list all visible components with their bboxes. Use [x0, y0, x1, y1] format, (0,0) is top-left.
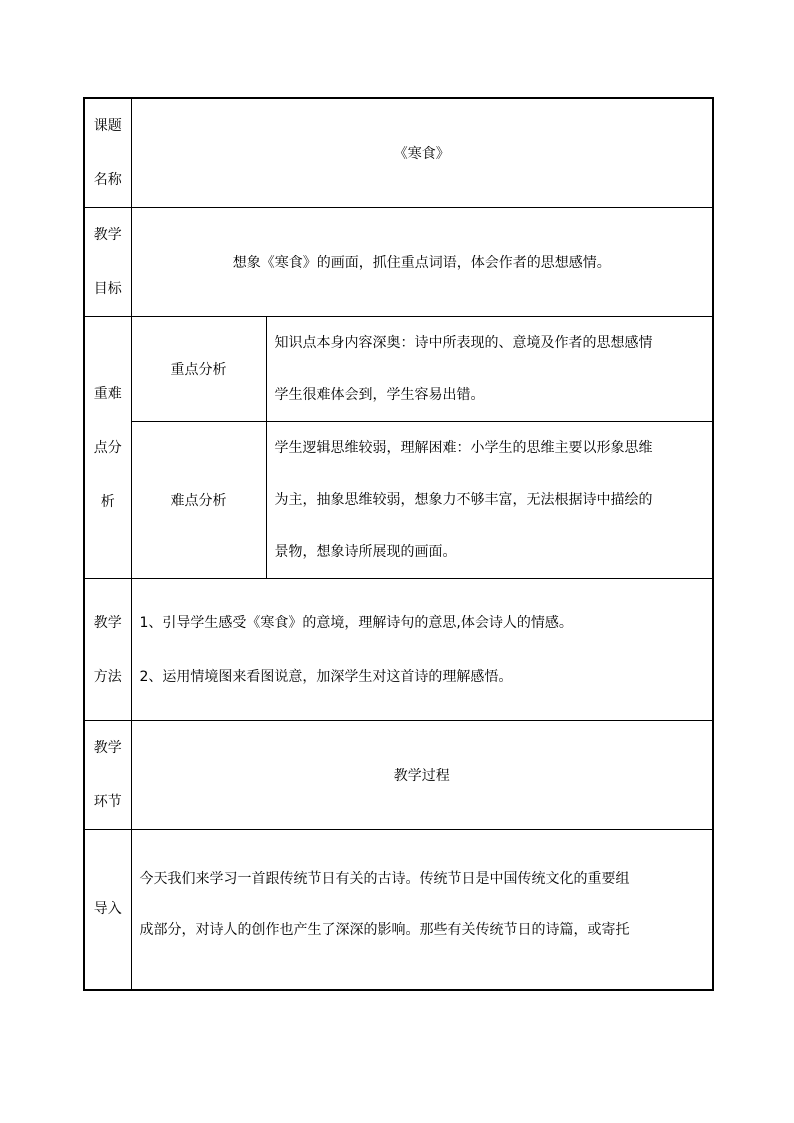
intro-text: 今天我们来学习一首跟传统节日有关的古诗。传统节日是中国传统文化的重要组 成部分，对诗人的创作也产生了深深的影响。那些有关传统节日的诗篇，或寄托 [131, 830, 713, 990]
difficulty-text: 学生逻辑思维较弱，理解困难：小学生的思维主要以形象思维 为主，抽象思维较弱，想象力不够丰富，无法根据诗中描绘的 景物，想象诗所展现的画面。 [266, 422, 713, 579]
lesson-title: 《寒食》 [131, 98, 713, 208]
title-row [84, 98, 713, 208]
title-label: 课题 名称 [84, 98, 131, 208]
goal-label: 教学 目标 [84, 208, 131, 317]
key-point-label: 重点分析 [131, 317, 266, 422]
stage-label: 教学 环节 [84, 721, 131, 830]
method-item-2: 2、运用情境图来看图说意，加深学生对这首诗的理解感悟。 [139, 668, 513, 685]
intro-label: 导入 [84, 830, 131, 990]
analysis-label: 重难 点分 析 [84, 317, 131, 579]
difficulty-label: 难点分析 [131, 422, 266, 579]
method-row [84, 579, 713, 721]
difficulty-row [84, 422, 713, 579]
goal-text: 想象《寒食》的画面，抓住重点词语，体会作者的思想感情。 [131, 208, 713, 317]
lesson-plan-table [83, 97, 714, 991]
stage-heading: 教学过程 [131, 721, 713, 830]
key-point-text: 知识点本身内容深奥：诗中所表现的、意境及作者的思想感情 学生很难体会到，学生容易出错。 [266, 317, 713, 422]
goal-row [84, 208, 713, 317]
stage-row [84, 721, 713, 830]
key-point-row [84, 317, 713, 422]
method-item-1: 1、引导学生感受《寒食》的意境，理解诗句的意思,体会诗人的情感。 [139, 614, 573, 631]
method-text [131, 579, 713, 721]
method-label: 教学 方法 [84, 579, 131, 721]
intro-row [84, 830, 713, 990]
